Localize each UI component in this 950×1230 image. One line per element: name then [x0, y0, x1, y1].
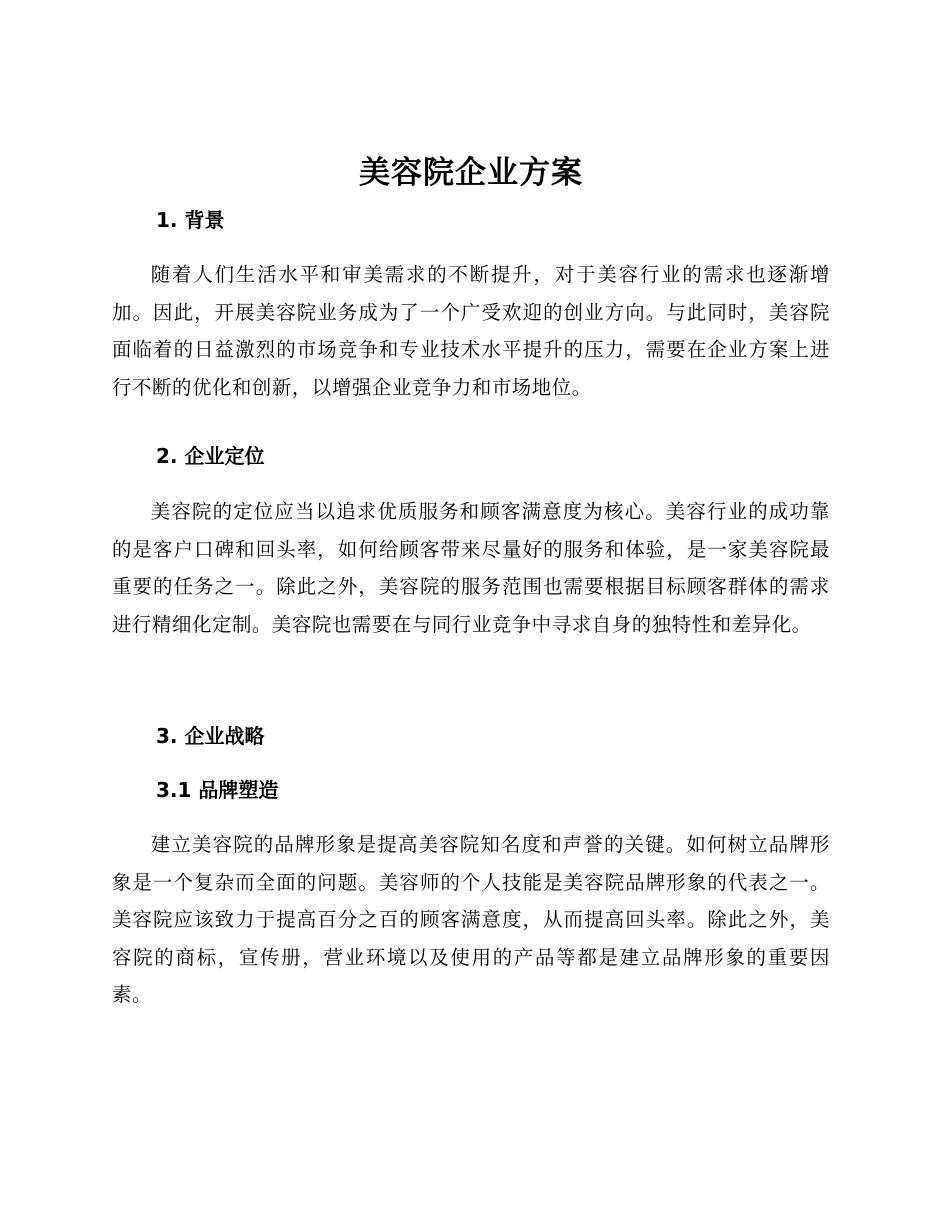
section-paragraph-brand-building: 建立美容院的品牌形象是提高美容院知名度和声誉的关键。如何树立品牌形象是一个复杂而全面的问题。美容师的个人技能是美容院品牌形象的代表之一。美容院应该致力于提高百分之百的顾客满意度，从而提高回头率。除此之外，美容院的商标，宣传册，营业环境以及使用的产品等都是建立品牌形象的重要因素。: [112, 833, 830, 1006]
section-paragraph-background: 随着人们生活水平和审美需求的不断提升，对于美容行业的需求也逐渐增加。因此，开展美容院业务成为了一个广受欢迎的创业方向。与此同时，美容院面临着的日益激烈的市场竞争和专业技术水平提升的压力，需要在企业方案上进行不断的优化和创新，以增强企业竞争力和市场地位。: [112, 263, 830, 399]
document-title: 美容院企业方案: [359, 155, 583, 191]
section-heading-strategy: 3. 企业战略: [156, 724, 265, 748]
section-paragraph-positioning: 美容院的定位应当以追求优质服务和顾客满意度为核心。美容行业的成功靠的是客户口碑和回头率，如何给顾客带来尽量好的服务和体验，是一家美容院最重要的任务之一。除此之外，美容院的服务范围也需要根据目标顾客群体的需求进行精细化定制。美容院也需要在与同行业竞争中寻求自身的独特性和差异化。: [112, 500, 830, 636]
section-heading-positioning: 2. 企业定位: [156, 444, 265, 468]
section-heading-brand-building: 3.1 品牌塑造: [156, 778, 279, 802]
section-heading-background: 1. 背景: [156, 208, 225, 232]
